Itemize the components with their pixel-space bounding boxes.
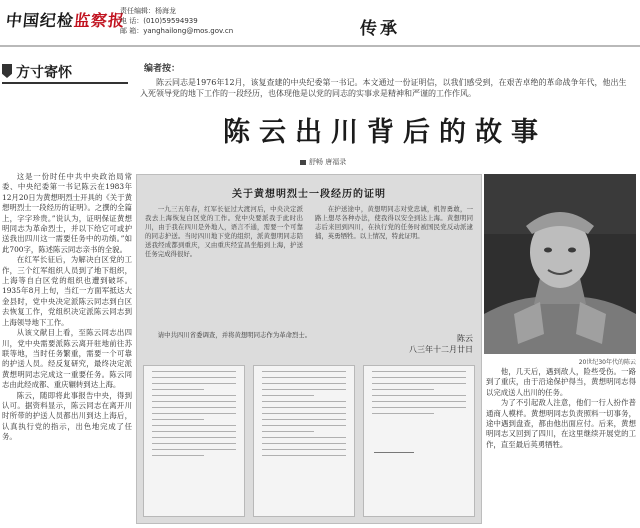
letter-column-1 [145,205,303,327]
paragraph: 在红军长征后，为解决白区党的工作，三个红军组织人员到了地下组织，上海等自白区党的组织也遭到破坏。1935年8月上旬，当红一方面军抵达大金县时，党中央决定派陈云同志到白区去恢复工作，党组织决定派陈云同志到上海领导地下工作。 [2,255,132,327]
phone-line: 电 话：(010)59594939 [120,17,198,25]
section-title: 传承 [360,19,400,39]
bookmark-icon [2,64,12,78]
paragraph: 从该文献目上看，至陈云同志出四川，党中央需要派陈云离开驻地前往苏联等地，当时任务繁重，需要一个可靠的护送人员。经反复研究，最终决定派黄想明同志完成这一重要任务。陈云同志由此经成都、重庆辗转到达上海。 [2,328,132,390]
header-divider [0,45,640,47]
document-facsimiles [143,365,475,517]
letter-paragraph: 在护送途中，黄想明同志对党忠诚，机智勇敢，一路上想尽各种办法，使我得以安全到达上海。黄想明同志后来回到四川，在执行党的任务时被国民党反动派逮捕，英勇牺牲。以上情况，特此证明。 [315,205,473,240]
certificate-letter [136,174,482,524]
brand-prefix: 中国纪检 [4,11,75,30]
column-divider [2,82,128,84]
editor-line: 责任编辑：杨海龙 [120,7,176,15]
column-tag [2,62,130,84]
column-name: 方寸寄怀 [16,65,72,81]
signature-date: 八三年十二月廿日 [409,345,473,354]
article-body-left [2,172,132,528]
portrait-photo [484,174,636,354]
photo-caption: 20世纪30年代的陈云 [578,359,636,366]
article-byline [300,157,346,167]
facsimile-page [143,365,245,517]
newspaper-logo [5,8,126,31]
letter-title: 关于黄想明烈士一段经历的证明 [232,189,386,200]
byline-marker [300,160,306,165]
byline-authors: 舒畅 唐福录 [309,158,347,166]
signature-name: 陈云 [457,334,473,343]
article-headline: 陈云出川背后的故事 [223,117,547,148]
email-line: 邮 箱：yanghailong@mos.gov.cn [120,27,234,35]
letter-text [145,205,473,327]
paragraph: 陈云，随即将此事报告中央，得到认可。据资料显示，陈云同志在离开川时所带的护送人员都出川到达上海后，认真执行党的指示，出色地完成了任务。 [2,390,132,442]
editor-info [120,6,233,36]
facsimile-page [363,365,475,517]
paragraph: 他，几天后，遇到敌人，险些受伤。一路到了重庆，由于沿途保护得当，黄想明同志得以完成送人出川的任务。 [486,367,636,397]
brand-suffix: 监察报 [72,11,126,30]
letter-column-2 [315,205,473,327]
article-body-right [486,367,636,528]
letter-request: 请中共四川省委调查，并将黄想明同志作为革命烈士。 [157,331,312,339]
facsimile-page [253,365,355,517]
editor-note-body: 陈云同志是1976年12月，该复查建的中央纪委第一书记。本文通过一份证明信，以我们感受到，在艰苦卓绝的革命战争年代，他出生入死领导党的地下工作的一段经历，也体现他是以党的同志的实事求是精神和严谨的工作作风。 [140,78,627,98]
editor-note [140,64,630,104]
editor-note-head: 编者按： [144,64,181,74]
paragraph: 为了不引起敌人注意，他们一行人扮作普通商人模样。黄想明同志负责照料一切事务，途中遇到盘查，都由他出面应付。后来，黄想明同志又回到了四川，在这里继续开展党的工作，直至最后英勇牺牲。 [486,398,636,449]
handwritten-signature [374,438,414,453]
letter-paragraph: 一九三五年春，红军长征过大渡河后，中央决定派我去上海恢复白区党的工作。党中央要派我于此时出川，由于我在四川是外地人，语言不通，需要一个可靠的同志护送。当时四川地下党的组织，派黄想明同志陪送我经成都到重庆，又由重庆经宜昌坐船到上海，护送任务完成得很好。 [145,205,303,258]
letter-signature [393,333,473,355]
paragraph: 这是一份时任中共中央政治局常委、中央纪委第一书记陈云在1983年12月20日为黄想明烈士开具的《关于黄想明烈士一段经历的证明》。之撰的全篇上，字字珍贵。”说认为，证明保证黄想明同志为革命烈士，并以下给它可或护送我出四川这一需要任务中的功绩。”如此700字，陈述陈云同志亲书的全貌。 [2,172,132,254]
page-header [0,0,640,48]
portrait-illustration [484,174,636,354]
